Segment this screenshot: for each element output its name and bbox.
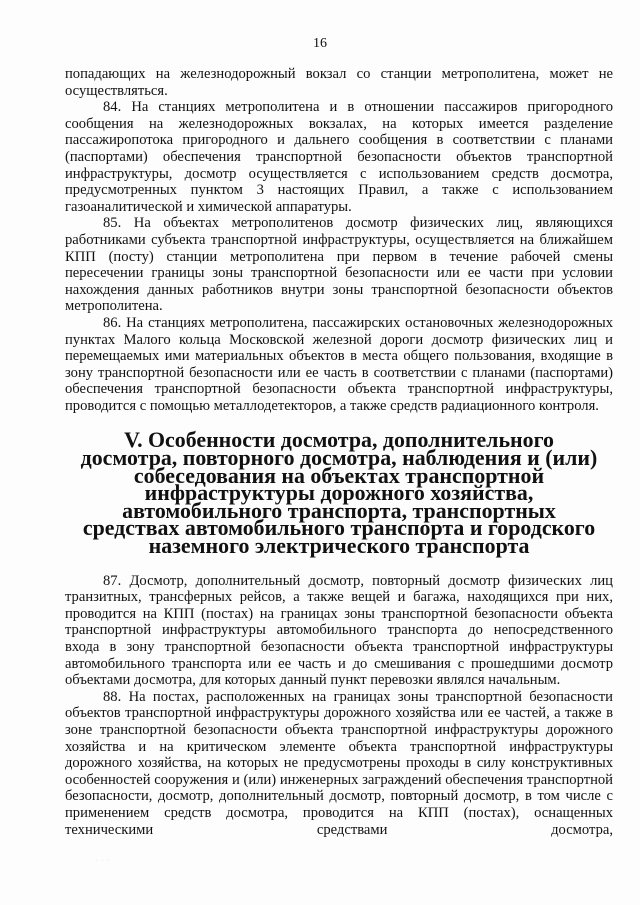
paragraph-87: 87. Досмотр, дополнительный досмотр, повторный досмотр физических лиц транзитных, трансферных рейсов, а также вещей и багажа, находящихся при них, проводится на КПП (постах) на границах зоны транспортной безопасности объекта транспортной инфраструктуры автомобильного транспорта до непосредственного входа в зону транспортной безопасности объекта транспортной инфраструктуры автомобильного транспорта или ее часть и до смешивания с прошедшими досмотр объектами досмотра, для которых данный пункт перевозки являлся начальным. <box>65 572 613 689</box>
paragraph-84: 84. На станциях метрополитена и в отношении пассажиров пригородного сообщения на железнодорожных вокзалах, на которых имеется разделение пассажиропотока пригородного и дальнего сообщения в соответствии с планами (паспортами) обеспечения транспортной безопасности объектов транспортной инфраструктуры, досмотр осуществляется с использованием средств досмотра, предусмотренных пунктом 3 настоящих Правил, а также с использованием газоаналитической и химической аппаратуры. <box>65 99 613 215</box>
paragraph-86: 86. На станциях метрополитена, пассажирских остановочных железнодорожных пунктах Малого кольца Московской железной дороги досмотр физических лиц и перемещаемых ими материальных объектов в места общего пользования, входящие в зону транспортной безопасности или ее часть в соответствии с планами (паспортами) обеспечения транспортной безопасности объекта транспортной инфраструктуры, проводится с помощью металлодетекторов, а также средств радиационного контроля. <box>65 314 613 414</box>
paragraph-88: 88. На постах, расположенных на границах зоны транспортной безопасности объектов транспортной инфраструктуры дорожного хозяйства или ее частей, а также в зоне транспортной безопасности объекта транспортной инфраструктуры дорожного хозяйства и на критическом элементе объекта транспортной инфраструктуры дорожного хозяйства, на которых не предусмотрены проходы в силу конструктивных особенностей сооружения и (или) инженерных заграждений обеспечения транспортной безопасности, досмотр, дополнительный досмотр, повторный досмотр, в том числе с применением средств досмотра, проводится на КПП (постах), оснащенных техническими средствами досмотра, <box>65 688 613 838</box>
scan-speck: · · · <box>96 858 110 864</box>
page-number: 16 <box>313 36 327 51</box>
paragraph-continuation: попадающих на железнодорожный вокзал со станции метрополитена, может не осуществляться. <box>65 66 613 99</box>
paragraph-85: 85. На объектах метрополитенов досмотр физических лиц, являющихся работниками субъекта транспортной инфраструктуры, осуществляется на ближайшем КПП (посту) станции метрополитена при первом в течение рабочей смены пересечении границы зоны транспортной безопасности или ее части при условии нахождения данных работников внутри зоны транспортной безопасности объектов метрополитена. <box>65 215 613 315</box>
section-heading: V. Особенности досмотра, дополнительного досмотра, повторного досмотра, наблюдения и (или) собеседования на объектах транспортной инфраструктуры дорожного хозяйства, автомобильного транспорта, транспортных средствах автомобильного транспорта и городского наземного электрического транспорта <box>80 427 598 559</box>
document-body <box>65 66 613 838</box>
